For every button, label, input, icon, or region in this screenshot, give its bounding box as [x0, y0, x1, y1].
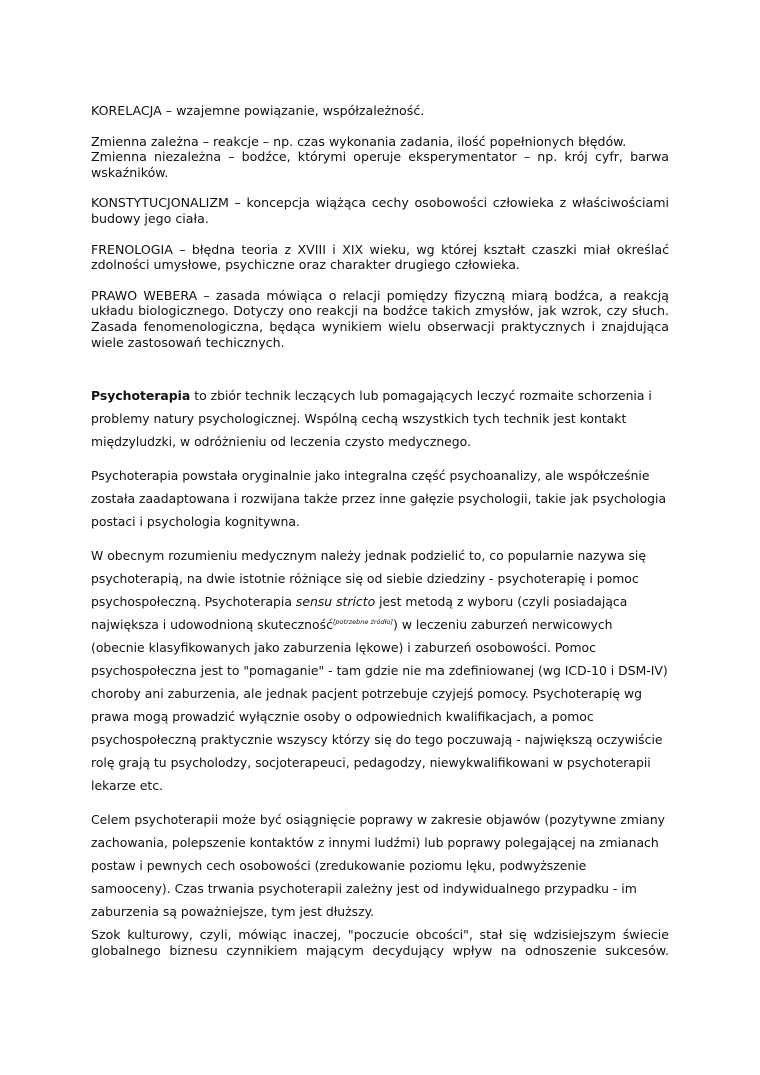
paragraph-psychoterapia-division — [91, 544, 669, 797]
paragraph-szok-kulturowy: Szok kulturowy, czyli, mówiąc inaczej, "poczucie obcości", stał się wdzisiejszym świecie globalnego biznesu czynnikiem mającym decydujący wpływ na odnoszenie sukcesów. — [91, 927, 669, 958]
paragraph-text: jest metodą z wyboru (czyli posiadająca największa i udowodnioną skuteczność — [91, 594, 628, 632]
paragraph-psychoterapia-intro — [91, 384, 669, 453]
paragraph-text: W obecnym rozumieniu medycznym należy jednak podzielić to, co popularnie nazywa się psychoterapią, na dwie istotnie różniące się od siebie dziedziny - psychoterapię i pomoc psychospołeczną. Psychoterapia — [91, 548, 646, 609]
term-psychoterapia: Psychoterapia — [91, 388, 191, 403]
glossary-section — [91, 103, 669, 365]
szok-kulturowy-section — [91, 927, 669, 959]
definition-frenologia: FRENOLOGIA – błędna teoria z XVIII i XIX wieku, wg której kształt czaszki miał określać zdolności umysłowe, psychiczne oraz charakter drugiego człowieka. — [91, 241, 669, 273]
paragraph-text: ) w leczeniu zaburzeń nerwicowych (obecnie klasyfikowanych jako zaburzenia lękowe) i zaburzeń osobowości. Pomoc psychospołeczna jest to "pomaganie" - tam gdzie nie ma zdefiniowanej (wg ICD-10 i DSM-IV) choroby ani zaburzenia, ale jednak pacjent potrzebuje czyjejś pomocy. Psychoterapię wg prawa mogą prowadzić wyłącznie osoby o odpowiednich kwalifikacjach, a pomoc psychospołeczną praktycznie wszyscy którzy się do tego poczuwają - największą oczywiście rolę grają tu psycholodzy, socjoterapeuci, pedagodzy, niewykwalifikowani w psychoterapii lekarze etc. — [91, 617, 668, 793]
paragraph-psychoterapia-origin: Psychoterapia powstała oryginalnie jako integralna część psychoanalizy, ale współcześnie została zaadaptowana i rozwijana także przez inne gałęzie psychologii, takie jak psychologia postaci i psychologia kognitywna. — [91, 468, 667, 529]
definition-konstytucjonalizm: KONSTYTUCJONALIZM – koncepcja wiążąca cechy osobowości człowieka z właściwościami budowy jego ciała. — [91, 195, 669, 226]
definition-zmienna-zalezna: Zmienna zależna – reakcje – np. czas wykonania zadania, ilość popełnionych błędów. — [91, 133, 627, 149]
citation-needed-note: [potrzebne źródło] — [332, 618, 394, 626]
definition-prawo-webera: PRAWO WEBERA – zasada mówiąca o relacji pomiędzy fizyczną miarą bodźca, a reakcją układu biologicznego. Dotyczy ono reakcji na bodźce takich zmysłów, jak wzrok, czy słuch. Zasada fenomenologiczna, będąca wynikiem wielu obserwacji praktycznych i znajdująca wiele zastosowań techicznych. — [91, 287, 669, 350]
paragraph-psychoterapia-goal: Celem psychoterapii może być osiągnięcie poprawy w zakresie objawów (pozytywne zmiany zachowania, polepszenie kontaktów z innymi ludźmi) lub poprawy polegającej na zmianach postaw i pewnych cech osobowości (zredukowanie poziomu lęku, podwyższenie samooceny). Czas trwania psychoterapii zależny jest od indywidualnego przypadku - im zaburzenia są poważniejsze, tym jest dłuższy. — [91, 812, 666, 919]
italic-term: sensu stricto — [295, 594, 376, 609]
definition-zmienna-niezalezna: Zmienna niezależna – bodźce, którymi operuje eksperymentator – np. krój cyfr, barwa wskaźników. — [91, 149, 669, 180]
psychoterapia-section — [91, 384, 669, 934]
definition-korelacja: KORELACJA – wzajemne powiązanie, współzależność. — [91, 103, 425, 118]
paragraph-text: to zbiór technik leczących lub pomagających leczyć rozmaite schorzenia i problemy natury psychologicznej. Wspólną cechą wszystkich tych technik jest kontakt międzyludzki, w odróżnieniu od leczenia czysto medycznego. — [91, 388, 652, 449]
